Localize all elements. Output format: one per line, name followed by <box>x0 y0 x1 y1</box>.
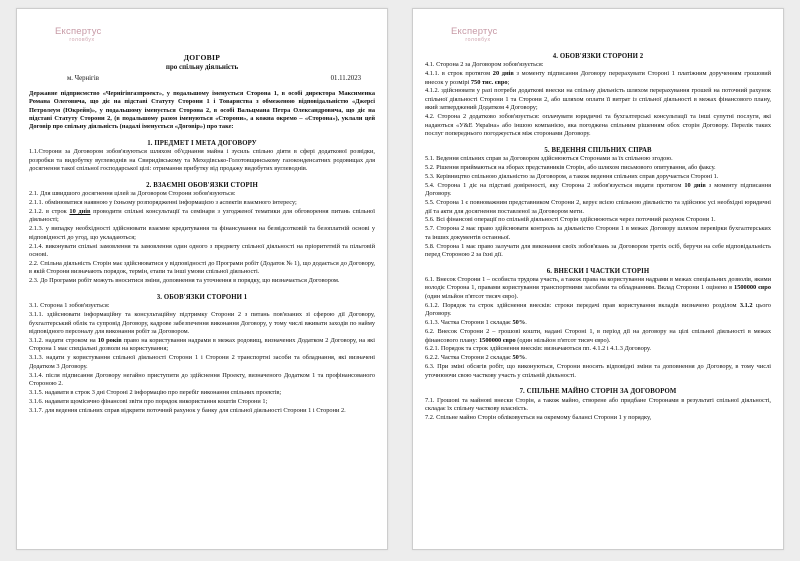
brand-subtitle: головбух <box>465 36 491 43</box>
contract-clause: 3.1.7. для ведення спільних справ відкрити поточний рахунок у банку для спільної діяльності Сторони 1 і Сторони 2. <box>29 406 346 414</box>
clause-text: 3.1.2. надати строком на <box>29 336 98 344</box>
clause-text: право на користування надрами в межах родовищ, визначених Додатком 2 Договору, на які Сторона 1 має спеціальні дозволи на користування; <box>29 336 375 353</box>
emphasized-term: 10 днів <box>69 207 91 215</box>
contract-clause: 2.1.1. обмінюватися наявною у їхньому розпорядженні інформацією з аспектів взаємного інтересу; <box>29 199 297 206</box>
contract-clause: 7.1. Грошові та майнові внески Сторін, а також майно, створене або придбане Сторонами в результаті спільної діяльності, складає їх спільну часткову власність. <box>425 396 771 413</box>
emphasized-term: 50% <box>512 354 526 362</box>
clause-text: 2.1.2. в строк <box>29 207 70 215</box>
clause-text: 6.1.2. Порядок та строк здійснення внесків: строки передачі прав користування вкладів визначено розділом <box>425 301 740 309</box>
emphasized-term: 750 тис. євро <box>470 78 508 86</box>
date-label: 01.11.2023 <box>330 74 361 82</box>
contract-clause: 5.6. Всі фінансові операції по спільній діяльності Сторін здійснюються через поточний рахунок Сторони 1. <box>425 216 716 224</box>
page-2-body <box>425 53 771 423</box>
emphasized-term: 20 днів <box>492 70 514 78</box>
contract-clause: 4.1. Сторона 2 за Договором зобов'язується: <box>425 61 544 69</box>
contract-clause: 4.1.2. здійснювати у разі потреби додаткові внески на спільну діяльність шляхом перерахування грошей на поточний рахунок спільної діяльності Сторони 1 та Сторони 2, або шляхом оплати її витрат із спільної діяльності в межах фінансового плану, який затверджений Додатком 4 Договору; <box>425 87 771 112</box>
emphasized-term: 10 років <box>97 336 122 344</box>
clause-text: проводити спільні консультації та семінари з узгодженої тематики для обговорення питань спільної діяльності; <box>29 207 375 224</box>
section-heading: 6. ВНЕСКИ І ЧАСТКИ СТОРІН <box>546 267 650 275</box>
contract-clause: 2.1. Для швидшого досягнення цілей за Договором Сторони зобов'язуються: <box>29 190 236 198</box>
contract-clause: 2.2. Спільна діяльність Сторін має здійснюватися у відповідності до Програми робіт (Додаток № 1), що додається до Договору, в якій Сторони визначають порядок, термін, етапи та інші умови спільної діяльності. <box>29 259 375 276</box>
place-label: м. Чернігів <box>67 74 99 82</box>
brand-subtitle: головбух <box>69 36 95 43</box>
contract-clause: 3.1.3. надати у користування спільної діяльності Сторони 1 і Сторони 2 транспортні засоби та обладнання, які визначені Додатком 3 Договору. <box>29 354 375 370</box>
contract-clause: 5.3. Керівництво спільною діяльністю за Договором, а також ведення спільних справ доручається Стороні 1. <box>425 172 719 180</box>
place-date-line <box>29 75 375 82</box>
brand-name: Експертус <box>451 26 498 37</box>
contract-clause: 2.1.4. виконувати спільні замовлення та замовлення один одного з предмету спільної діяльності на пріоритетній та пільговій основі. <box>29 242 375 259</box>
clause-text: . <box>525 354 527 362</box>
document-page-2[interactable] <box>412 8 784 550</box>
section-heading: 3. ОБОВ'ЯЗКИ СТОРОНИ 1 <box>156 293 248 301</box>
contract-clause: 6.2.1. Порядок та строк здійснення внесків: визначаються пп. 4.1.2 і 4.1.3 Договору. <box>425 345 651 353</box>
clause-text: цього Договору. <box>425 301 771 318</box>
page-2-content <box>413 9 783 549</box>
clause-text: . <box>525 319 527 327</box>
contract-clause: 5.5. Сторона 1 є повноважним представником Сторони 2, керує всією спільною діяльністю та здійснює усі необхідні юридичні дії та акти для досягнення поставленої за Договором мети. <box>425 199 771 215</box>
section-heading: 7. СПІЛЬНЕ МАЙНО СТОРІН ЗА ДОГОВОРОМ <box>519 388 677 396</box>
contract-clause: 2.1.3. у випадку необхідності здійснювати взаємне кредитування та фінансування на безвідсотковій та безоплатній основі у відповідності до угод, що укладаються; <box>29 225 375 241</box>
emphasized-term: 3.1.2 <box>739 301 753 309</box>
page-title: ДОГОВІР <box>183 52 221 62</box>
contract-clause <box>425 328 771 345</box>
emphasized-term: 10 днів <box>684 181 706 189</box>
contract-clause: 3.1.4. після підписання Договору негайно приступити до здійснення Проекту, визначеного Додатком 1 та профінансованого Стороною 2. <box>29 371 375 388</box>
expertus-logo-watermark <box>29 27 375 43</box>
contract-clause <box>425 319 771 327</box>
contract-clause: 3.1.1. здійснювати інформаційну та консультаційну підтримку Сторони 2 з питань пов'язаних зі сферою дії Договору, бухгалтерський облік та супровід Договору, кадрове забезпечення виконання Договору, у тому числі вживати заходів по найму відповідного персоналу для виконання робіт за Договором. <box>29 311 375 335</box>
contract-clause: 5.7. Сторона 2 має право здійснювати контроль за діяльністю Сторони 1 в межах Договору шляхом перевірки бухгалтерських та інших документів останньої. <box>425 225 771 241</box>
contract-clause: 6.3. При зміні обсягів робіт, що виконуються, Сторони вносять відповідні зміни та доповнення до Договору, в тому числі уточнюючи свою часткову участь у спільній діяльності. <box>425 363 771 379</box>
contract-clause: 5.2. Рішення приймаються на зборах представників Сторін, або шляхом письмового опитування, або факсу. <box>425 163 716 171</box>
contract-clause: 4.2. Сторона 2 додатково зобов'язується: оплачувати юридичні та бухгалтерські консультації та інші супутні послуги, які надаються «У&Е Україна» або іншою компанією, яка погоджена спільним рішенням обох сторін Договору. Перелік таких послуг попереднього погоджується між сторонами Договору. <box>425 113 771 138</box>
section-heading: 2. ВЗАЄМНІ ОБОВ'ЯЗКИ СТОРІН <box>146 181 258 189</box>
contract-clause: 5.1. Ведення спільних справ за Договором здійснюються Сторонами за їх спільною згодою. <box>425 155 673 162</box>
contract-clause: 3.1. Сторона 1 зобов'язується: <box>29 302 110 310</box>
section-heading: 4. ОБОВ'ЯЗКИ СТОРОНИ 2 <box>552 52 644 60</box>
contract-clause <box>425 182 771 199</box>
document-page-1[interactable] <box>16 8 388 550</box>
contract-clause: 1.1.Сторони за Договором зобов'язуються шляхом об'єднання майна і зусиль спільно діяти в сфері додаткової розвідки, розробки та видобутку вуглеводнів на Свиридівському та Мехедівсько-Голотовщинському газоконденсатних родовищах для досягнення такої спільної господарської цілі: отримання прибутку від продажу видобутих вуглеводнів. <box>29 148 375 173</box>
clause-text: 4.1.1. в строк протягом <box>425 70 493 78</box>
contract-clause <box>29 337 375 354</box>
contract-clause: 7.2. Спільне майно Сторін обліковується на окремому балансі Сторони 1 у порядку, <box>425 413 652 421</box>
page-subtitle: про спільну діяльність <box>165 62 239 71</box>
contract-clause <box>425 302 771 319</box>
clause-text: з моменту підписання Договору перерахувати Стороні 1 платіжним дорученням грошовий внесок у розмірі <box>425 70 771 86</box>
contract-clause: 3.1.5. надавати в строк 3 дні Стороні 2 інформацію про перебіг виконання спільних проектів; <box>29 388 282 396</box>
clause-text: 6.2. Внесок Сторони 2 – грошові кошти, надані Стороні 1, в період дії на договору на цілі спільної діяльності в межах фінансового плану: <box>425 328 771 344</box>
expertus-logo-watermark-2 <box>425 27 771 43</box>
section-heading: 1. ПРЕДМЕТ І МЕТА ДОГОВОРУ <box>147 139 257 147</box>
clause-text: 6.1.3. Частка Сторони 1 складає <box>425 319 513 327</box>
contract-clause <box>29 208 375 225</box>
contract-clause: 2.3. До Програми робіт можуть вноситися зміни, доповнення та уточнення в порядку, що визначається Договором. <box>29 277 340 285</box>
emphasized-term: 1500000 євро <box>479 336 516 344</box>
contract-clause <box>425 354 771 362</box>
contract-clause: 5.8. Сторона 1 має право залучати для виконання своїх зобов'язань за Договором третіх осіб, беручи на себе відповідальність перед Стороною 2 за їхні дії. <box>425 242 771 259</box>
emphasized-term: 50% <box>512 319 526 327</box>
contract-clause <box>425 70 771 87</box>
emphasized-term: 1500000 євро <box>734 284 771 292</box>
clause-text: 6.1. Внесок Сторони 1 – особиста трудова участь, а також права на користування надрами в межах спеціальних дозволів, якими володіє Сторона 1, правами користування транспортними засобами та обладнанням. Вклад Сторони 1 оцінено в <box>425 276 771 292</box>
clause-text: з моменту підписання Договору. <box>425 181 772 198</box>
clause-text: 6.2.2. Частка Сторони 2 складає <box>425 354 513 362</box>
contract-clause <box>425 276 771 301</box>
section-heading: 5. ВЕДЕННЯ СПІЛЬНИХ СПРАВ <box>544 146 652 154</box>
page-1-body <box>29 90 375 416</box>
clause-text: (один мільйон п'ятсот тисяч євро). <box>515 336 611 344</box>
clause-text: (один мільйон п'ятсот тисяч євро). <box>425 292 519 300</box>
contract-clause: 3.1.6. надавати щомісячно фінансові звіти про порядок використання коштів Сторони 1; <box>29 397 268 405</box>
clause-text: ; <box>507 78 510 86</box>
page-1-content <box>17 9 387 549</box>
brand-name: Експертус <box>55 26 102 37</box>
contract-preamble: Державне підприємство «Чернігівгазпроект», у подальшому іменується Сторона 1, в особі директора Максименка Романа Олеговича, що діє на підставі Статуту Сторони 1 і Товариства з обмеженою відповідальністю «Джерсі Петролеум (Юкрейн)», у подальшому іменується Сторона 2, в особі Вальцмана Петра Олександровича, що діє на підставі Статуту Сторони 2, (в подальшому разом іменуються «Сторони», а кожна окремо – «Сторона»), уклали цей Договір про спільну діяльність (надалі іменується «Договір») про таке: <box>29 89 375 131</box>
clause-text: 5.4. Сторона 1 діє на підставі довіреності, яку Сторона 2 зобов'язується видати протягом <box>425 181 685 189</box>
